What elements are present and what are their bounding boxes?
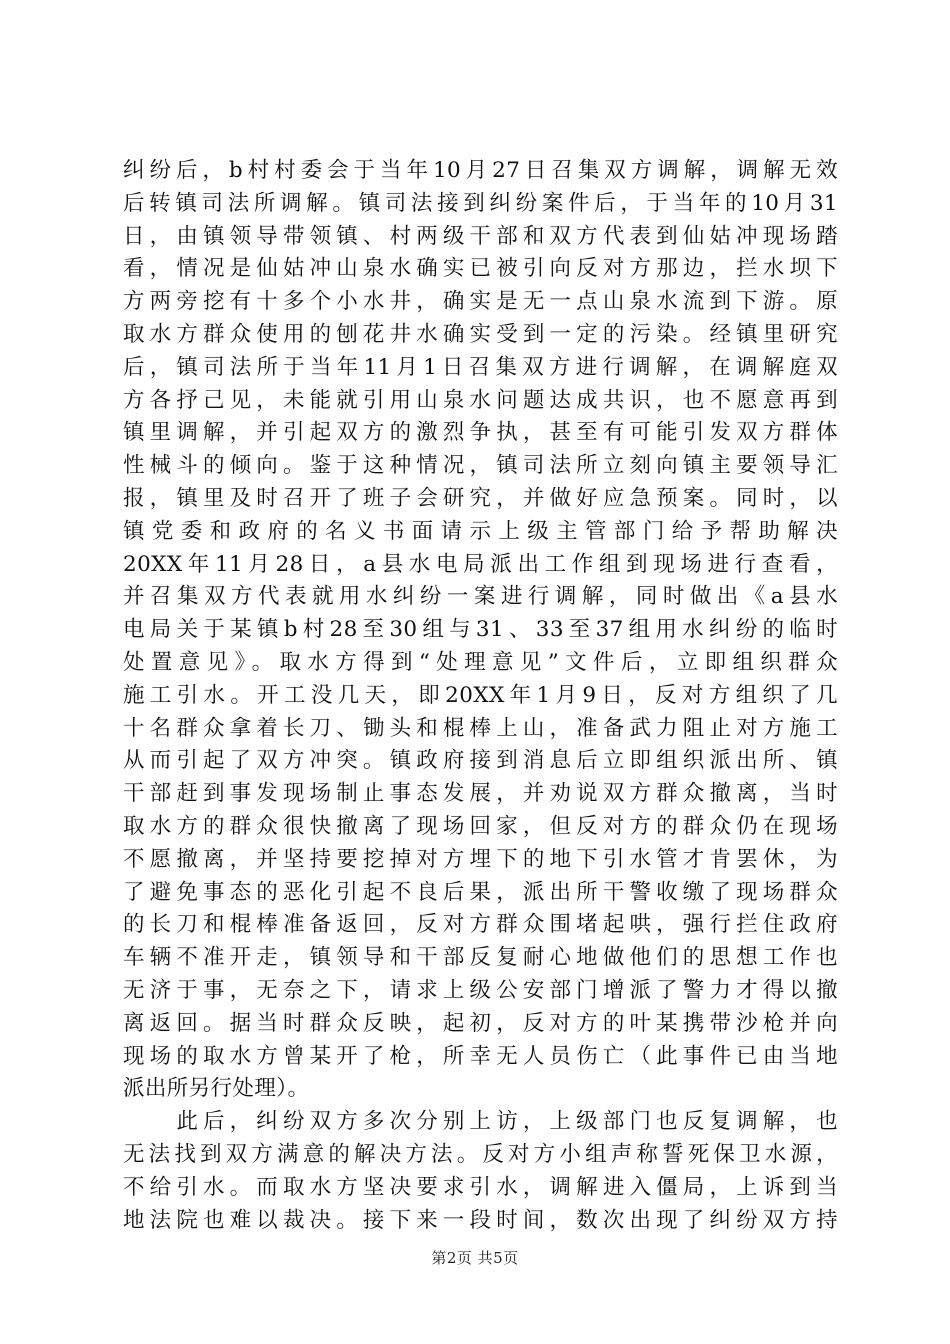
text-line: 的长刀和棍棒准备返回，反对方群众围堵起哄，强行拦住政府 xyxy=(123,912,838,938)
text-line: 并召集双方代表就用水纠纷一案进行调解，同时做出《a县水 xyxy=(123,584,838,610)
text-line: 后转镇司法所调解。镇司法接到纠纷案件后，于当年的10月31 xyxy=(123,190,838,216)
text-line: 镇党委和政府的名义书面请示上级主管部门给予帮助解决 xyxy=(123,518,838,544)
text-line: 取水方群众使用的刨花井水确实受到一定的污染。经镇里研究 xyxy=(123,321,838,347)
text-line: 不给引水。而取水方坚决要求引水，调解进入僵局，上诉到当 xyxy=(123,1174,838,1200)
text-line: 现场的取水方曾某开了枪，所幸无人员伤亡（此事件已由当地 xyxy=(123,1043,838,1069)
text-line: 报，镇里及时召开了班子会研究，并做好应急预案。同时，以 xyxy=(123,485,838,511)
text-line: 日，由镇领导带领镇、村两级干部和双方代表到仙姑冲现场踏 xyxy=(123,223,838,249)
text-line: 地法院也难以裁决。接下来一段时间，数次出现了纠纷双方持 xyxy=(123,1207,838,1233)
text-line: 取水方的群众很快撤离了现场回家，但反对方的群众仍在现场 xyxy=(123,813,838,839)
text-line: 从而引起了双方冲突。镇政府接到消息后立即组织派出所、镇 xyxy=(123,748,838,774)
paragraph-1 xyxy=(123,155,838,1106)
text-line: 派出所另行处理）。 xyxy=(123,1076,310,1102)
text-line: 性械斗的倾向。鉴于这种情况，镇司法所立刻向镇主要领导汇 xyxy=(123,453,838,479)
text-line: 看，情况是仙姑冲山泉水确实已被引向反对方那边，拦水坝下 xyxy=(123,256,838,282)
text-line: 离返回。据当时群众反映，起初，反对方的叶某携带沙枪并向 xyxy=(123,1010,838,1036)
body-text xyxy=(123,155,838,1237)
text-line: 后，镇司法所于当年11月1日召集双方进行调解，在调解庭双 xyxy=(123,354,838,380)
text-line: 十名群众拿着长刀、锄头和棍棒上山，准备武力阻止对方施工 xyxy=(123,715,838,741)
text-line: 无法找到双方满意的解决方法。反对方小组声称誓死保卫水源， xyxy=(123,1141,838,1167)
text-line: 电局关于某镇b村28至30组与31、33至37组用水纠纷的临时 xyxy=(123,617,838,643)
paragraph-2 xyxy=(123,1106,838,1237)
text-line: 20XX年11月28日，a县水电局派出工作组到现场进行查看， xyxy=(123,551,838,577)
text-line: 不愿撤离，并坚持要挖掉对方埋下的地下引水管才肯罢休，为 xyxy=(123,846,838,872)
text-line: 此后，纠纷双方多次分别上访，上级部门也反复调解，也 xyxy=(123,1109,838,1135)
text-line: 了避免事态的恶化引起不良后果，派出所干警收缴了现场群众 xyxy=(123,879,838,905)
text-line: 干部赶到事发现场制止事态发展，并劝说双方群众撤离，当时 xyxy=(123,781,838,807)
text-line: 纠纷后，b村村委会于当年10月27日召集双方调解，调解无效 xyxy=(123,158,838,183)
text-line: 方各抒己见，未能就引用山泉水问题达成共识，也不愿意再到 xyxy=(123,387,838,413)
text-line: 处置意见》。取水方得到“处理意见”文件后，立即组织群众 xyxy=(123,649,838,675)
page-number-footer: 第2页 共5页 xyxy=(431,1249,519,1267)
text-line: 车辆不准开走，镇领导和干部反复耐心地做他们的思想工作也 xyxy=(123,945,838,971)
text-line: 方两旁挖有十多个小水井，确实是无一点山泉水流到下游。原 xyxy=(123,289,838,315)
text-line: 施工引水。开工没几天，即20XX年1月9日，反对方组织了几 xyxy=(123,682,838,708)
text-line: 镇里调解，并引起双方的激烈争执，甚至有可能引发双方群体 xyxy=(123,420,838,446)
text-line: 无济于事，无奈之下，请求上级公安部门增派了警力才得以撤 xyxy=(123,977,838,1003)
